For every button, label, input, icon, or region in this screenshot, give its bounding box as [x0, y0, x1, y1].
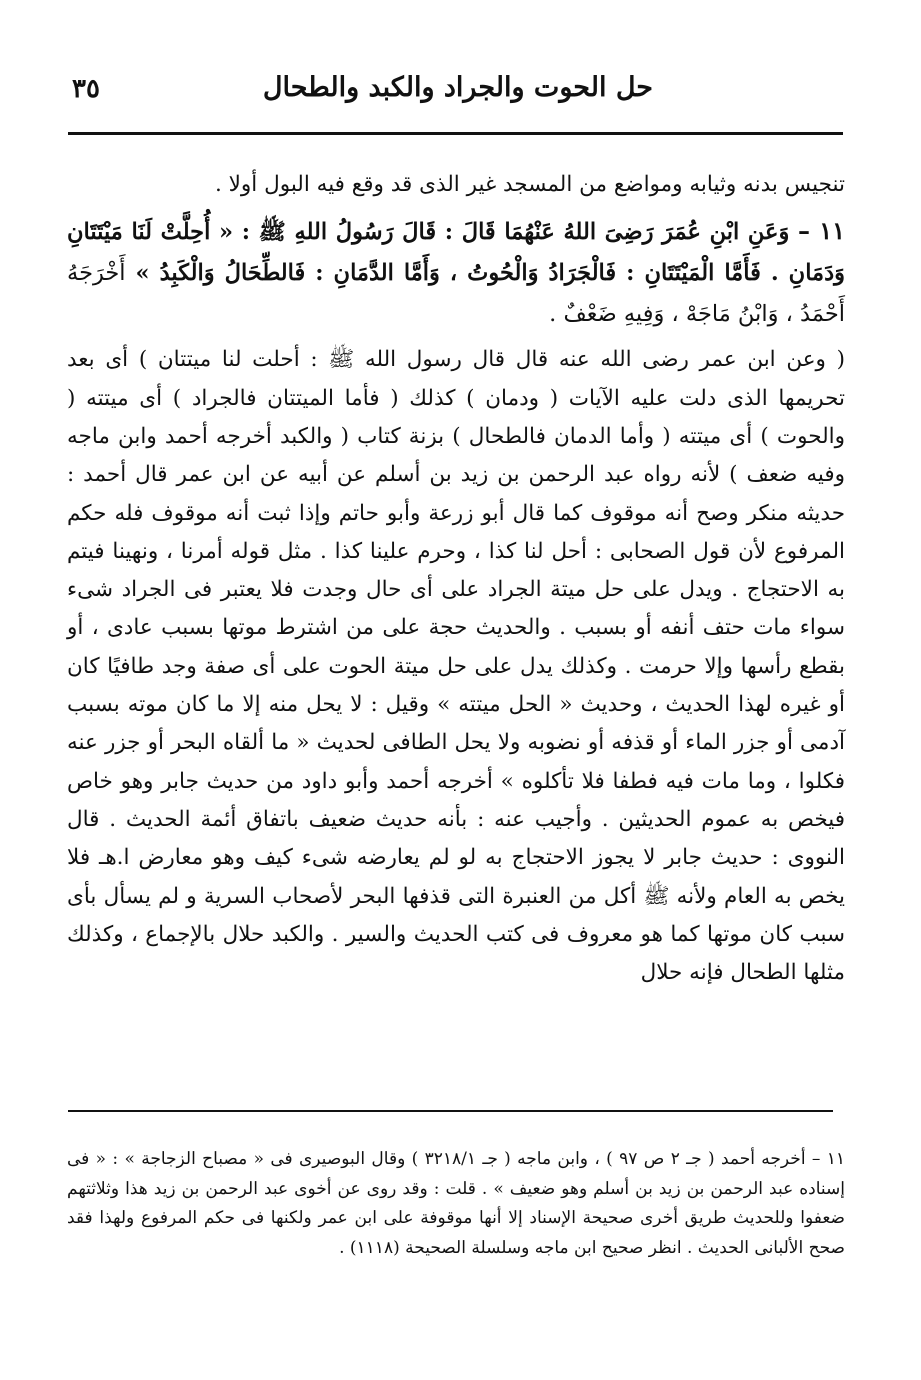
footnote-rule: [68, 1110, 833, 1112]
commentary: [67, 341, 845, 992]
page-number: ٣٥: [72, 74, 100, 104]
page-header: [68, 72, 843, 122]
commentary-paragraph: ( وعن ابن عمر رضى الله عنه قال قال رسول الله ﷺ : أحلت لنا ميتتان ) أى بعد تحريمها الذى دلت عليه الآيات ( ودمان ) كذلك ( فأما الميتتان فالجراد ) أى ميتته ( والحوت ) أى ميتته ( وأما الدمان فالطحال ) بزنة كتاب ( والكبد أخرجه أحمد وابن ماجه وفيه ضعف ) لأنه رواه عبد الرحمن بن زيد بن أسلم عن أبيه عن ابن عمر قال أحمد : حديثه منكر وصح أنه موقوف كما قال أبو زرعة وأبو حاتم وإذا ثبت أنه موقوف فله حكم المرفوع لأن قول الصحابى : أحل لنا كذا ، وحرم علينا كذا . مثل قوله أمرنا ، ونهينا فيتم به الاحتجاج . ويدل على حل ميتة الجراد على أى حال وجدت فلا يعتبر فى الجراد شىء سواء مات حتف أنفه أو بسبب . والحديث حجة على من اشترط موتها بسبب عادى ، أو بقطع رأسها وإلا حرمت . وكذلك يدل على حل ميتة الحوت على أى صفة وجد طافيًا كان أو غيره لهذا الحديث ، وحديث « الحل ميتته » وقيل : لا يحل منه إلا ما كان موته بسبب آدمى أو جزر الماء أو قذفه أو نضوبه ولا يحل الطافى لحديث « ما ألقاه البحر أو جزر عنه فكلوا ، وما مات فيه فطفا فلا تأكلوه » أخرجه أحمد وأبو داود من حديث جابر وهو خاص فيخص به عموم الحديثين . وأجيب عنه : بأنه حديث ضعيف باتفاق أئمة الحديث . قال النووى : حديث جابر لا يجوز الاحتجاج به لو لم يعارضه شىء كيف وهو معارض ا.هـ فلا يخص به العام ولأنه ﷺ أكل من العنبرة التى قذفها البحر لأصحاب السرية و لم يسأل بأى سبب كان موتها كما هو معروف فى كتب الحديث والسير . والكبد حلال بالإجماع ، وكذلك مثلها الطحال فإنه حلال: [67, 347, 845, 986]
intro-paragraph: تنجيس بدنه وثيابه ومواضع من المسجد غير الذى قد وقع فيه البول أولا .: [214, 172, 845, 197]
hadith-number: ١١ –: [798, 216, 845, 246]
hadith-source: أَخْرَجَهُ أَحْمَدُ ، وَابْنُ مَاجَهْ ، وَفِيهِ ضَعْفٌ .: [67, 260, 845, 328]
main-text: [67, 165, 845, 992]
running-title: حل الحوت والجراد والكبد والطحال: [262, 72, 653, 103]
footnote-paragraph: ١١ – أخرجه أحمد ( جـ ٢ ص ٩٧ ) ، وابن ماجه ( جـ ٣٢١٨/١ ) وقال البوصيرى فى « مصباح الزجاجة » : « فى إسناده عبد الرحمن بن زيد بن أسلم وهو ضعيف » . قلت : وقد روى عن أخوى عبد الرحمن بن زيد هذا وثلاثتهم ضعفوا وللحديث طريق أخرى صحيحة الإسناد إلا أنها موقوفة على ابن عمر ولكنها فى حكم المرفوع ولهذا فقد صحح الألبانى الحديث . انظر صحيح ابن ماجه وسلسلة الصحيحة (١١١٨) .: [67, 1149, 846, 1258]
hadith-paragraph: [67, 210, 845, 335]
header-rule: [68, 132, 843, 135]
hadith-text: وَعَنِ ابْنِ عُمَرَ رَضِىَ اللهُ عَنْهُمَا قَالَ : قَالَ رَسُولُ اللهِ ﷺ : « أُحِلَّتْ لَنَا مَيْتَتَانِ وَدَمَانِ . فَأَمَّا الْمَيْتَتَانِ : فَالْجَرَادُ وَالْحُوتُ ، وَأَمَّا الدَّمَانِ : فَالطِّحَالُ وَالْكَبِدُ »: [67, 219, 845, 287]
footnotes: [67, 1145, 845, 1263]
